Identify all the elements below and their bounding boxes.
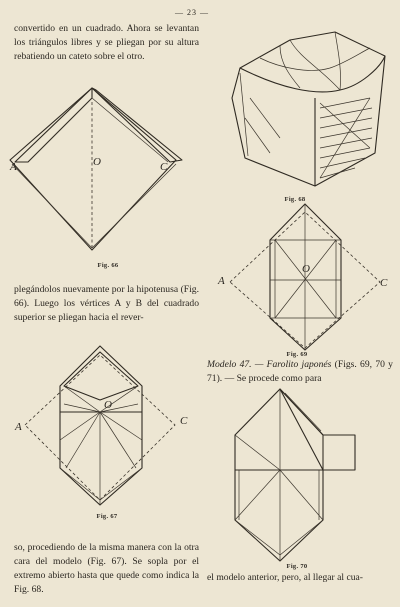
label-A-fig66: A [10, 161, 17, 173]
label-O-fig67: O [104, 399, 112, 411]
paragraph-model-47 [207, 358, 393, 386]
paragraph-top-left: convertido en un cuadrado. Ahora se levantan los triángulos libres y se pliegan por su altura rebatiendo un cateto sobre el otro. [14, 23, 199, 62]
figure-70-diagram [225, 385, 395, 563]
caption-fig-67: Fig. 67 [96, 513, 118, 520]
label-A-fig69: A [218, 275, 225, 287]
label-C-fig69: C [380, 277, 388, 289]
label-A-fig67: A [15, 421, 22, 433]
label-C-fig66: C [160, 161, 168, 173]
paragraph-bottom-left: so, procediendo de la misma manera con la otra cara del modelo (Fig. 67). Se sopla por el extremo abierto hasta que quede como indica la Fig. 68. [14, 542, 199, 595]
caption-fig-70: Fig. 70 [286, 563, 308, 570]
model-description: (Figs. 69, 70 y 71). — Se procede como para [207, 359, 393, 384]
figure-69-diagram [215, 200, 395, 355]
figure-66-diagram [0, 70, 200, 260]
paragraph-mid-left: plegándolos nuevamente por la hipotenusa (Fig. 66). Luego los vértices A y B del cuadrado superior se pliegan hacia el rever- [14, 284, 199, 323]
paragraph-bottom-right: el modelo anterior, pero, al llegar al cua- [207, 572, 363, 583]
figure-68-diagram [220, 28, 395, 198]
caption-fig-66: Fig. 66 [97, 262, 119, 269]
caption-fig-69: Fig. 69 [286, 351, 308, 358]
label-O-fig69: O [302, 263, 310, 275]
page-number: — 23 — [175, 8, 209, 17]
label-O-fig66: O [93, 156, 101, 168]
model-title: Modelo 47. — Farolito japonés [207, 359, 332, 370]
figure-67-diagram [0, 340, 200, 515]
caption-fig-68: Fig. 68 [284, 196, 306, 203]
label-C-fig67: C [180, 415, 188, 427]
